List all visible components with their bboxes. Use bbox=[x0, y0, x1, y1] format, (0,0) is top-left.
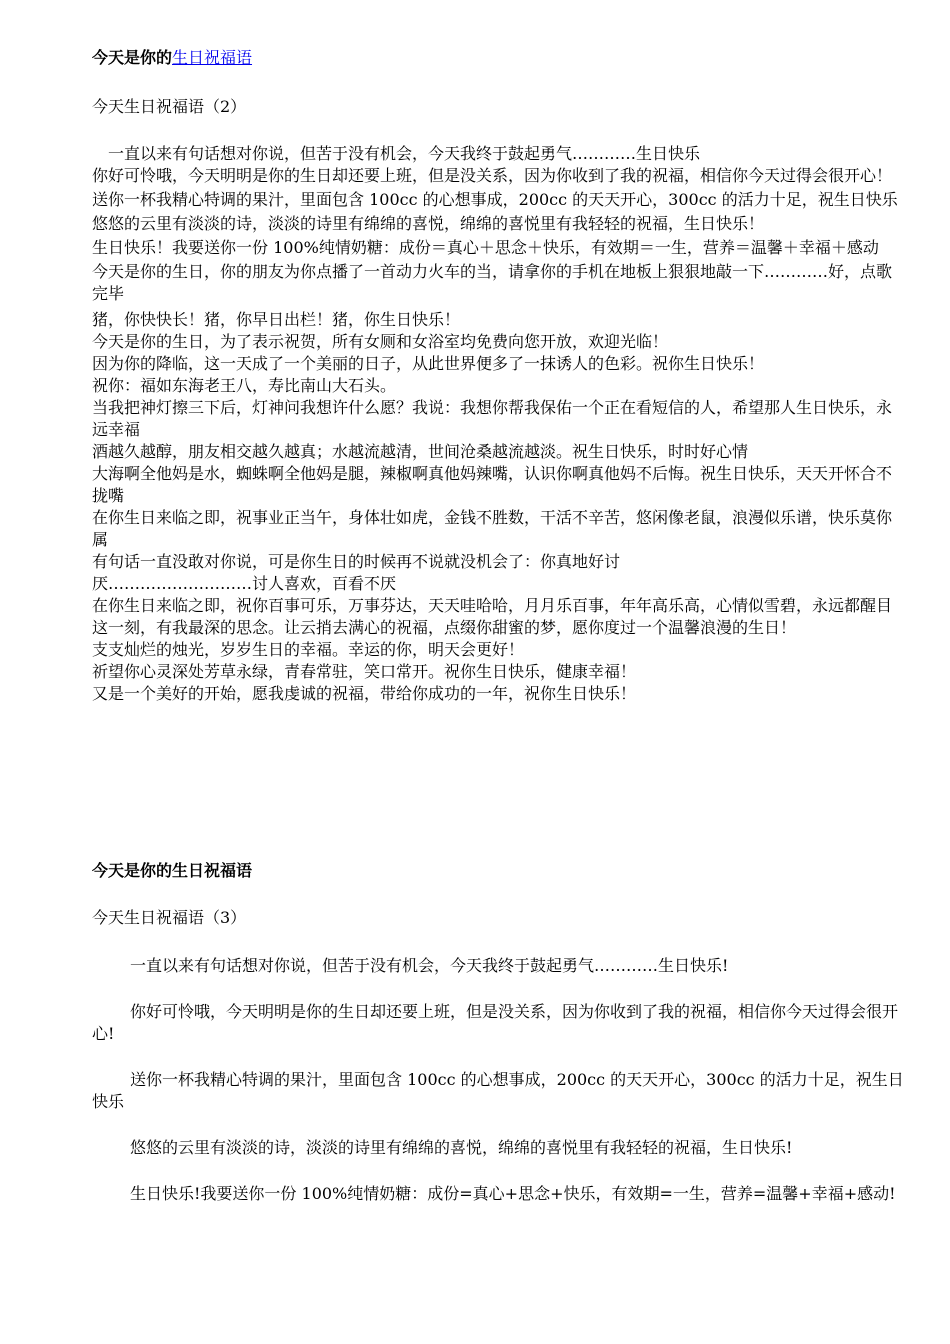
section1-line: 又是一个美好的开始，愿我虔诚的祝福，带给你成功的一年，祝你生日快乐！ bbox=[92, 684, 637, 703]
section2-paragraph: 生日快乐!我要送你一份 100%纯情奶糖：成份=真心+思念+快乐，有效期=一生，营养=温馨+幸福+感动! bbox=[130, 1184, 896, 1203]
section1-title bbox=[92, 47, 252, 69]
section1-line: 悠悠的云里有淡淡的诗，淡淡的诗里有绵绵的喜悦，绵绵的喜悦里有我轻轻的祝福，生日快乐！ bbox=[92, 214, 765, 233]
section1-line: 厌………………………讨人喜欢，百看不厌 bbox=[92, 574, 397, 593]
section1-title-prefix: 今天是你的 bbox=[92, 48, 173, 67]
section1-line: 在你生日来临之即，祝你百事可乐，万事芬达，天天哇哈哈，月月乐百事，年年高乐高，心情似雪碧，永远都醒目 bbox=[92, 596, 893, 615]
section1-line: 祝你：福如东海老王八，寿比南山大石头。 bbox=[92, 376, 397, 395]
section1-body bbox=[92, 143, 904, 705]
section1-line: 酒越久越醇，朋友相交越久越真；水越流越清，世间沧桑越流越淡。祝生日快乐，时时好心情 bbox=[92, 442, 749, 461]
section1-line: 猪，你快快长！猪，你早日出栏！猪，你生日快乐！ bbox=[92, 310, 461, 329]
section1-line: 一直以来有句话想对你说，但苦于没有机会，今天我终于鼓起勇气…………生日快乐 bbox=[92, 144, 701, 163]
section1-line: 因为你的降临，这一天成了一个美丽的日子，从此世界便多了一抹诱人的色彩。祝你生日快乐！ bbox=[92, 354, 765, 373]
section2-paragraph: 送你一杯我精心特调的果汁，里面包含 100cc 的心想事成，200cc 的天天开心，300cc 的活力十足，祝生日快乐 bbox=[92, 1070, 904, 1111]
section1-line: 这一刻，有我最深的思念。让云捎去满心的祝福，点缀你甜蜜的梦，愿你度过一个温馨浪漫的生日！ bbox=[92, 618, 797, 637]
section2-body bbox=[92, 955, 904, 1229]
section1-title-link[interactable]: 生日祝福语 bbox=[172, 48, 253, 67]
section1-line: 今天是你的生日，你的朋友为你点播了一首动力火车的当，请拿你的手机在地板上狠狠地敲一下…………好，点歌完毕 bbox=[92, 262, 893, 303]
section2-title: 今天是你的生日祝福语 bbox=[92, 861, 253, 880]
section2-paragraph: 一直以来有句话想对你说，但苦于没有机会，今天我终于鼓起勇气…………生日快乐! bbox=[130, 956, 729, 975]
section1-line: 送你一杯我精心特调的果汁，里面包含 100cc 的心想事成，200cc 的天天开心，300cc 的活力十足，祝生日快乐 bbox=[92, 190, 898, 209]
section1-line: 大海啊全他妈是水，蜘蛛啊全他妈是腿，辣椒啊真他妈辣嘴，认识你啊真他妈不后悔。祝生日快乐，天天开怀合不拢嘴 bbox=[92, 464, 893, 505]
section1-subtitle: 今天生日祝福语（2） bbox=[92, 97, 247, 116]
section1-line: 祈望你心灵深处芳草永绿，青春常驻，笑口常开。祝你生日快乐，健康幸福！ bbox=[92, 662, 637, 681]
section2-subtitle: 今天生日祝福语（3） bbox=[92, 908, 247, 927]
section1-line: 今天是你的生日，为了表示祝贺，所有女厕和女浴室均免费向您开放，欢迎光临！ bbox=[92, 332, 669, 351]
section1-line: 有句话一直没敢对你说，可是你生日的时候再不说就没机会了：你真地好讨 bbox=[92, 552, 621, 571]
section1-line: 你好可怜哦，今天明明是你的生日却还要上班，但是没关系，因为你收到了我的祝福，相信你今天过得会很开心！ bbox=[92, 166, 893, 185]
section2-paragraph: 悠悠的云里有淡淡的诗，淡淡的诗里有绵绵的喜悦，绵绵的喜悦里有我轻轻的祝福，生日快乐! bbox=[130, 1138, 793, 1157]
section1-line: 当我把神灯擦三下后，灯神问我想许什么愿？我说：我想你帮我保佑一个正在看短信的人，希望那人生日快乐，永远幸福 bbox=[92, 398, 893, 439]
section1-line: 在你生日来临之即，祝事业正当午，身体壮如虎，金钱不胜数，干活不辛苦，悠闲像老鼠，浪漫似乐谱，快乐莫你属 bbox=[92, 508, 893, 549]
section2-paragraph: 你好可怜哦，今天明明是你的生日却还要上班，但是没关系，因为你收到了我的祝福，相信你今天过得会很开心! bbox=[92, 1002, 899, 1043]
section1-line: 支支灿烂的烛光，岁岁生日的幸福。幸运的你，明天会更好！ bbox=[92, 640, 525, 659]
section1-line: 生日快乐！我要送你一份 100%纯情奶糖：成份＝真心＋思念＋快乐，有效期＝一生，营养＝温馨＋幸福＋感动 bbox=[92, 238, 879, 257]
